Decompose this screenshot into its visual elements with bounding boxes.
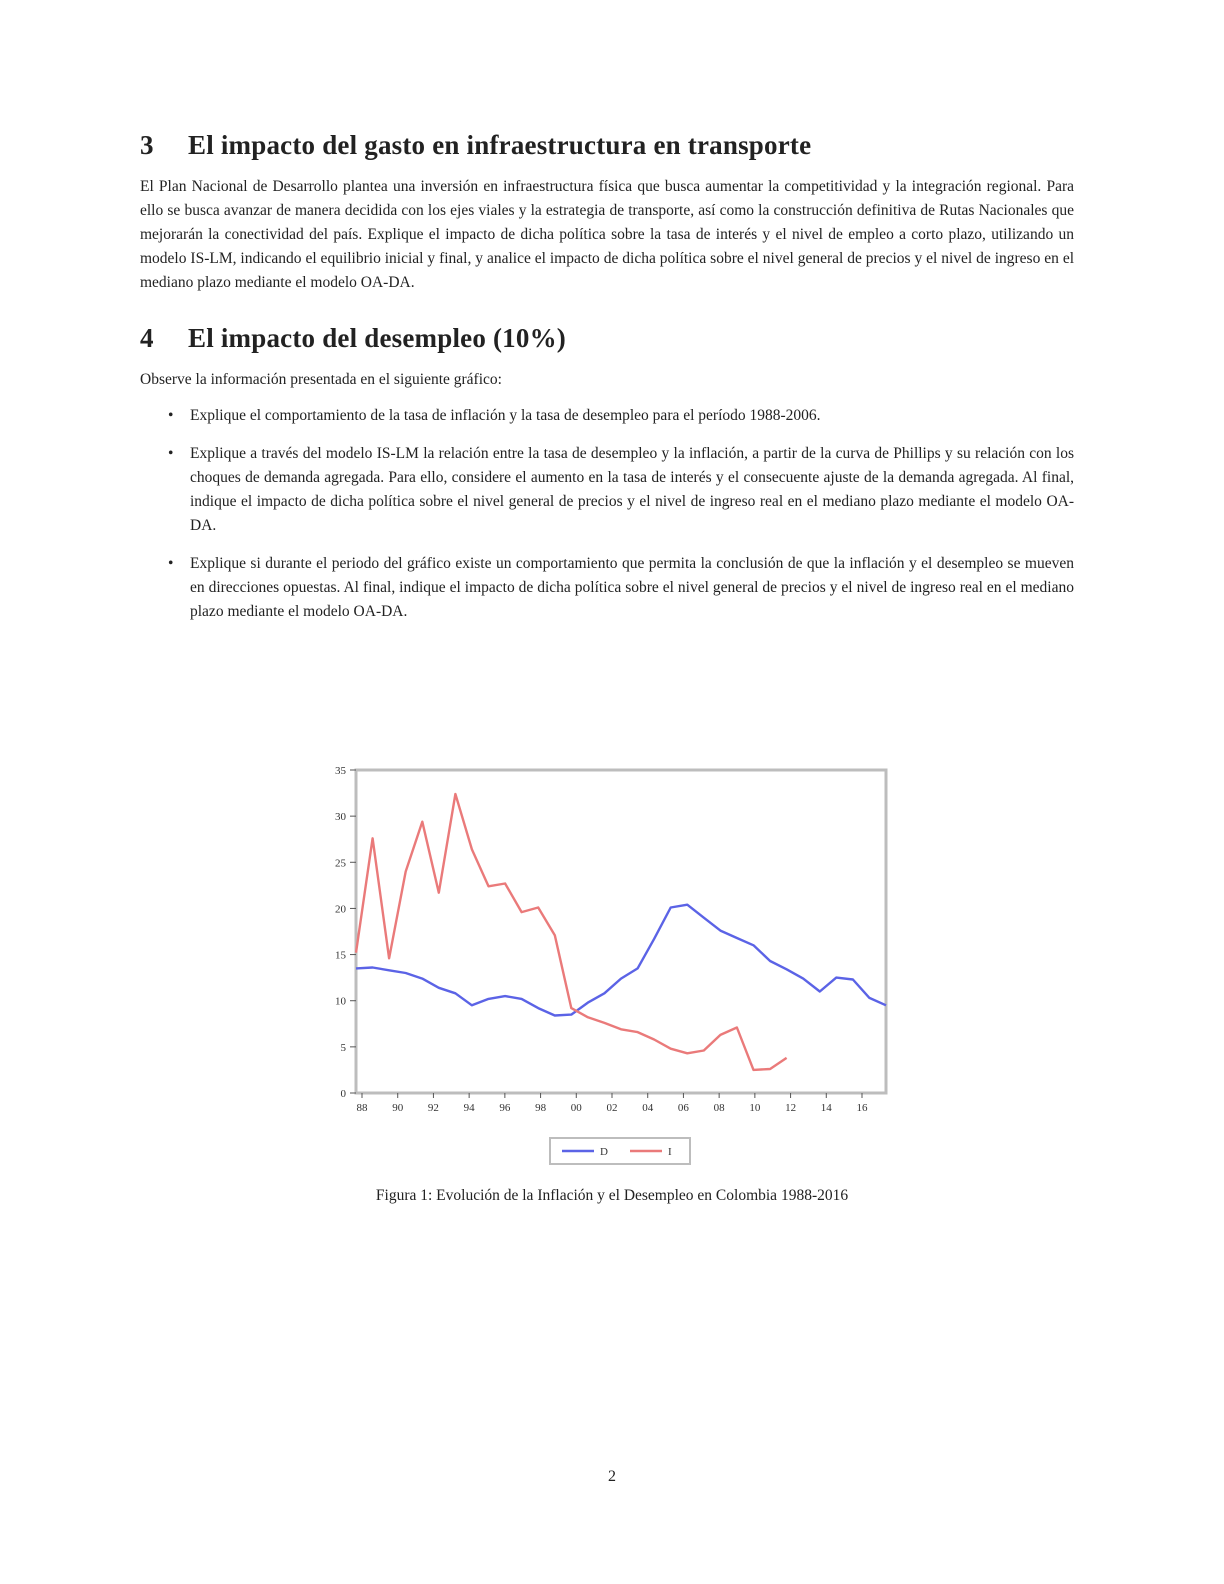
x-tick-label: 12 — [785, 1102, 797, 1114]
x-tick-label: 02 — [606, 1102, 618, 1114]
y-tick-label: 0 — [340, 1088, 346, 1100]
question-item — [168, 442, 1074, 538]
y-tick-label: 15 — [335, 949, 346, 962]
question-list — [140, 404, 1074, 624]
question-text: Explique si durante el periodo del gráfico existe un comportamiento que permita la conclusión de que la inflación y el desempleo se mueven en direcciones opuestas. Al final, indique el impacto de dicha política sobre el nivel general de precios y el nivel de ingreso real en el mediano plazo mediante el modelo OA-DA. — [190, 555, 1074, 620]
x-tick-label: 92 — [427, 1102, 439, 1114]
section-3-title: El impacto del gasto en infraestructura en transporte — [188, 130, 812, 160]
plot-frame — [356, 770, 886, 1093]
y-tick-label: 30 — [335, 811, 346, 824]
x-tick-label: 06 — [677, 1102, 689, 1114]
legend-label: I — [668, 1146, 672, 1158]
y-tick-label: 10 — [335, 995, 346, 1008]
figure — [300, 755, 920, 1225]
question-text: Explique el comportamiento de la tasa de inflación y la tasa de desempleo para el período 1988-2006. — [190, 407, 821, 424]
section-3-heading — [140, 130, 1074, 161]
page-number: 2 — [608, 1468, 616, 1485]
bullet-icon: • — [168, 407, 174, 424]
figure-caption: Figura 1: Evolución de la Inflación y el Desempleo en Colombia 1988-2016 — [375, 1187, 849, 1204]
x-tick-label: 90 — [392, 1102, 404, 1114]
question-item — [168, 404, 1074, 428]
x-tick-label: 16 — [856, 1102, 868, 1114]
question-text: Explique a través del modelo IS-LM la relación entre la tasa de desempleo y la inflación, a partir de la curva de Phillips y su relación con los choques de demanda agregada. Para ello, considere el aumento en la tasa de interés y el consecuente ajuste de la demanda agregada. Al final, indique el impacto de dicha política sobre el nivel general de precios y el nivel de ingreso real en el mediano plazo mediante el modelo OA-DA. — [190, 445, 1074, 534]
x-tick-label: 88 — [356, 1102, 368, 1114]
y-tick-label: 20 — [335, 903, 346, 916]
x-tick-label: 94 — [463, 1102, 475, 1114]
y-tick-label: 5 — [340, 1041, 346, 1054]
x-tick-label: 96 — [499, 1102, 511, 1114]
series-line-d — [356, 905, 886, 1016]
section-4-heading — [140, 323, 1074, 354]
page-body — [140, 130, 1074, 638]
line-chart — [300, 755, 920, 1175]
legend-label: D — [600, 1146, 608, 1158]
x-tick-label: 00 — [570, 1102, 582, 1114]
bullet-icon: • — [168, 555, 174, 572]
x-tick-label: 98 — [535, 1102, 547, 1114]
x-tick-label: 14 — [820, 1102, 832, 1114]
x-tick-label: 08 — [713, 1102, 725, 1114]
section-3-body: El Plan Nacional de Desarrollo plantea una inversión en infraestructura física que busca aumentar la competitividad y la integración regional. Para ello se busca avanzar de manera decidida con los ejes viales y la estrategia de transporte, así como la construcción definitiva de Rutas Nacionales que mejorarán la conectividad del país. Explique el impacto de dicha política sobre la tasa de interés y el nivel de empleo a corto plazo, utilizando un modelo IS-LM, indicando el equilibrio inicial y final, y analice el impacto de dicha política sobre el nivel general de precios y el nivel de ingreso en el mediano plazo mediante el modelo OA-DA. — [140, 178, 1074, 291]
y-tick-label: 25 — [335, 857, 346, 870]
section-4-number: 4 — [140, 323, 154, 353]
x-tick-label: 04 — [642, 1102, 654, 1114]
x-tick-label: 10 — [749, 1102, 761, 1114]
question-item — [168, 552, 1074, 624]
section-4-intro: Observe la información presentada en el siguiente gráfico: — [140, 371, 502, 388]
section-3-number: 3 — [140, 130, 154, 160]
y-tick-label: 35 — [335, 765, 346, 777]
bullet-icon: • — [168, 445, 174, 462]
section-4-title: El impacto del desempleo (10%) — [188, 323, 566, 353]
